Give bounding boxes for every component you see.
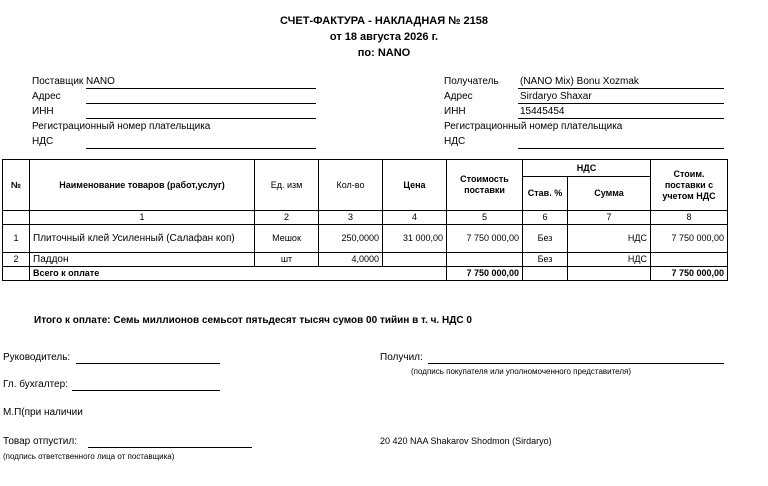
header-nds-rate: Став. %: [523, 177, 568, 211]
row-name: Паддон: [30, 253, 255, 267]
accountant-signature-line: [72, 390, 220, 391]
buyer-name: (NANO Mix) Bonu Xozmak: [520, 76, 639, 87]
row-price: 31 000,00: [383, 225, 447, 253]
table-row: [3, 253, 728, 267]
supplier-nds-label: НДС: [32, 136, 54, 147]
header-total: Стоим. поставки с учетом НДС: [651, 160, 728, 211]
row-qty: 4,0000: [319, 253, 383, 267]
received-note: (подпись покупателя или уполномоченного представителя): [411, 367, 632, 376]
header-price: Цена: [383, 160, 447, 211]
row-name: Плиточный клей Усиленный (Салафан коп): [30, 225, 255, 253]
buyer-address: Sirdaryo Shaxar: [520, 91, 592, 102]
column-number-row: [3, 211, 728, 225]
column-number-blank: [3, 211, 30, 225]
released-note: (подпись ответственного лица от поставщика): [3, 452, 175, 461]
received-label: Получил:: [380, 352, 423, 363]
column-number: 2: [255, 211, 319, 225]
stamp-label: М.П(при наличии: [3, 407, 83, 418]
invoice-date: от 18 августа 2026 г.: [329, 31, 439, 43]
table-row: [3, 225, 728, 253]
supplier-name: NANO: [86, 76, 115, 87]
total-nds-rate: [523, 267, 568, 281]
buyer-reg-label: Регистрационный номер плательщика: [444, 121, 623, 132]
column-number: 8: [651, 211, 728, 225]
column-number: 1: [30, 211, 255, 225]
header-cost: Стоимость поставки: [447, 160, 523, 211]
row-unit: шт: [255, 253, 319, 267]
received-signature-line: [428, 363, 724, 364]
supplier-reg-label: Регистрационный номер плательщика: [32, 121, 211, 132]
row-qty: 250,0000: [319, 225, 383, 253]
column-number: 6: [523, 211, 568, 225]
row-nds-sum: НДС: [568, 253, 651, 267]
total-with-nds: 7 750 000,00: [651, 267, 728, 281]
director-signature-line: [76, 363, 220, 364]
released-label: Товар отпустил:: [3, 436, 77, 447]
row-cost: [447, 253, 523, 267]
buyer-address-label: Адрес: [444, 91, 473, 102]
row-nds-rate: Без: [523, 225, 568, 253]
supplier-inn-label: ИНН: [32, 106, 54, 117]
buyer-nds-label: НДС: [444, 136, 466, 147]
released-by-value: 20 420 NAA Shakarov Shodmon (Sirdaryo): [380, 436, 552, 446]
header-qty: Кол-во: [319, 160, 383, 211]
row-cost: 7 750 000,00: [447, 225, 523, 253]
row-num: 1: [3, 225, 30, 253]
buyer-label: Получатель: [444, 76, 499, 87]
header-nds-sum: Сумма: [568, 177, 651, 211]
row-nds-sum: НДС: [568, 225, 651, 253]
accountant-label: Гл. бухгалтер:: [3, 379, 68, 390]
column-number: 3: [319, 211, 383, 225]
buyer-inn-label: ИНН: [444, 106, 466, 117]
row-total: 7 750 000,00: [651, 225, 728, 253]
column-number: 4: [383, 211, 447, 225]
items-table: [2, 159, 728, 281]
header-nds-group: НДС: [523, 160, 651, 177]
row-nds-rate: Без: [523, 253, 568, 267]
director-label: Руководитель:: [3, 352, 71, 363]
header-unit: Ед. изм: [255, 160, 319, 211]
table-header-row: [3, 160, 728, 177]
column-number: 7: [568, 211, 651, 225]
invoice-contract: по: NANO: [357, 47, 411, 59]
supplier-address-label: Адрес: [32, 91, 61, 102]
total-row-blank: [3, 267, 30, 281]
supplier-label: Поставщик: [32, 76, 84, 87]
total-label: Всего к оплате: [30, 267, 447, 281]
row-unit: Мешок: [255, 225, 319, 253]
row-num: 2: [3, 253, 30, 267]
header-num: №: [3, 160, 30, 211]
column-number: 5: [447, 211, 523, 225]
total-row: [3, 267, 728, 281]
row-price: [383, 253, 447, 267]
row-total: [651, 253, 728, 267]
released-signature-line: [88, 447, 252, 448]
buyer-inn: 15445454: [520, 106, 565, 117]
invoice-title: СЧЕТ-ФАКТУРА - НАКЛАДНАЯ № 2158: [280, 15, 488, 27]
header-name: Наименование товаров (работ,услуг): [30, 160, 255, 211]
total-cost: 7 750 000,00: [447, 267, 523, 281]
total-nds-sum: [568, 267, 651, 281]
total-in-words: Итого к оплате: Семь миллионов семьсот пятьдесят тысяч сумов 00 тийин в т. ч. НДС 0: [34, 315, 472, 326]
